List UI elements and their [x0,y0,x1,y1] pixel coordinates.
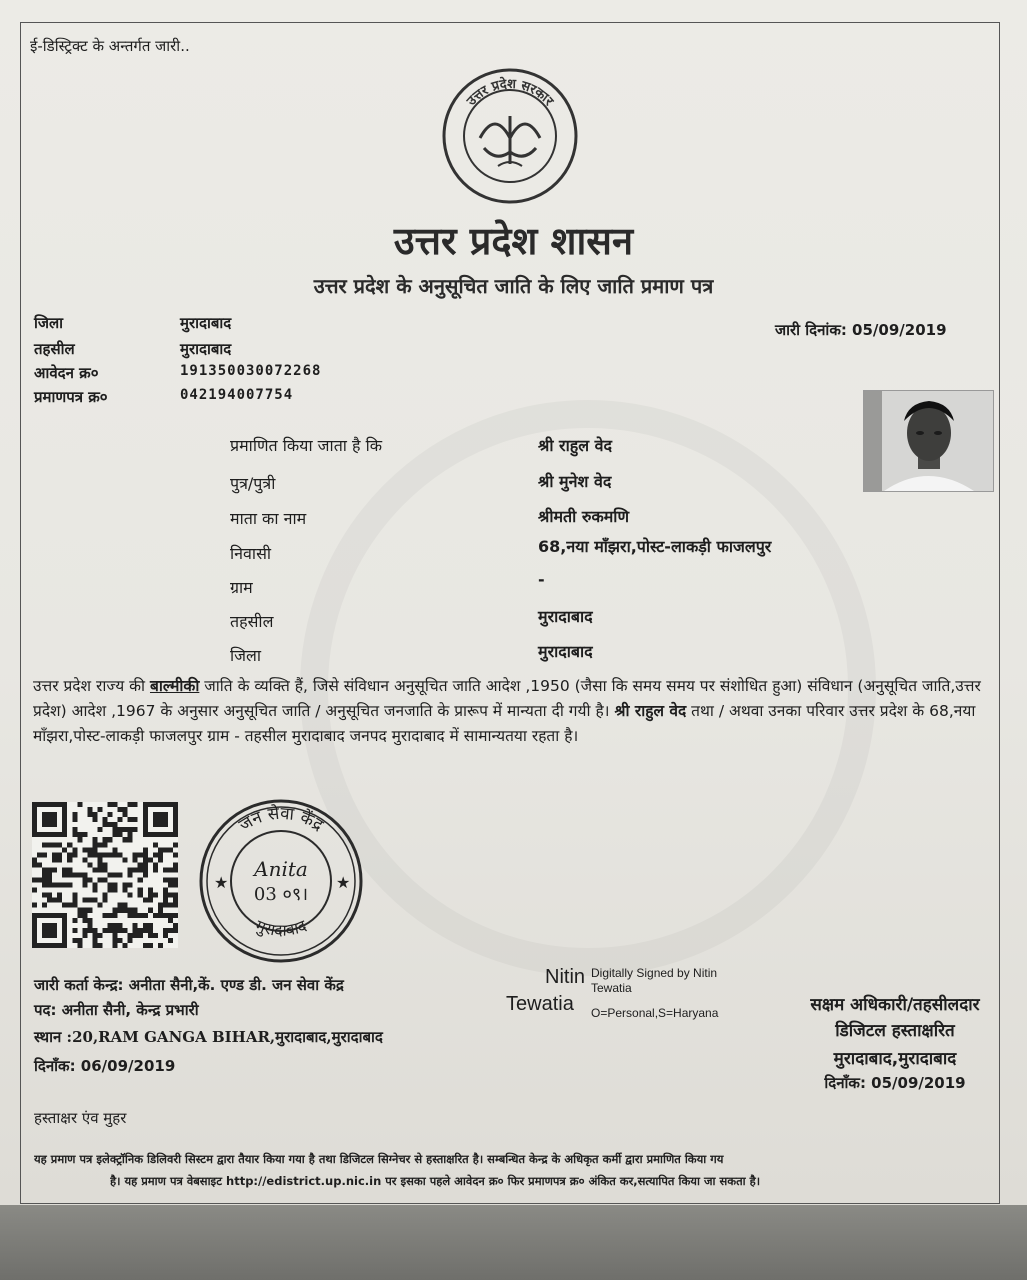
certificate-number-label: प्रमाणपत्र क्र० [34,388,108,406]
certificate-statement [33,674,993,749]
svg-text:उत्तर प्रदेश सरकार [463,76,556,110]
application-label: आवेदन क्र० [34,364,99,382]
footer-note-line1: यह प्रमाण पत्र इलेक्ट्रॉनिक डिलिवरी सिस्टम द्वारा तैयार किया गया है तथा डिजिटल सिग्नेचर से हस्ताक्षरित है। सम्बन्धित केन्द्र के अधिकृत कर्मी द्वारा प्रमाणित किया गय [34,1152,724,1166]
seal-bottom-text: मुरादाबाद [253,915,309,940]
issuer-place: स्थान :20,RAM GANGA BIHAR,मुरादाबाद,मुरादाबाद [34,1028,383,1046]
field-label-village: ग्राम [230,578,253,597]
background-surface [0,1205,1027,1280]
authority-designation: सक्षम अधिकारी/तहसीलदार [810,995,980,1015]
statement-part-1: उत्तर प्रदेश राज्य की [33,677,150,695]
field-value-resident: 68,नया माँझरा,पोस्ट-लाकड़ी फाजलपुर [538,537,772,556]
svg-text:★: ★ [214,873,229,892]
authority-location: मुरादाबाद,मुरादाबाद [833,1049,957,1069]
tehsil-value: मुरादाबाद [180,340,232,358]
applicant-photo [863,390,994,492]
seal-signature: Anita [254,857,308,881]
digital-signature-details: O=Personal,S=Haryana [591,1006,719,1020]
field-label-certified: प्रमाणित किया जाता है कि [230,436,383,455]
certificate-number: 042194007754 [180,387,294,403]
emblem-text: उत्तर प्रदेश सरकार [464,76,556,109]
footer-note-line2: है। यह प्रमाण पत्र वेबसाइट http://edistrict.up.nic.in पर इसका पहले आवेदन क्र० फिर प्रमाणपत्र क्र० अंकित कर,सत्यापित किया जा सकता है। [110,1174,761,1188]
issuer-date: दिनाँक: 06/09/2019 [34,1057,176,1075]
digital-signer-name-line2: Tewatia [506,993,574,1015]
digital-signer-name-line1: Nitin [545,966,586,988]
authority-date: दिनाँक: 05/09/2019 [824,1074,966,1092]
seal-code: 03 ०९। [253,884,309,905]
field-label-tehsil: तहसील [230,612,274,631]
certificate-title: उत्तर प्रदेश शासन [393,219,634,263]
field-value-name: श्री राहुल वेद [538,436,613,455]
field-label-resident: निवासी [230,544,272,563]
authority-digitally-signed: डिजिटल हस्ताक्षरित [835,1021,955,1041]
district-value: मुरादाबाद [180,314,232,332]
up-emblem-icon [440,66,580,206]
signature-and-seal-label: हस्ताक्षर एंव मुहर [34,1109,127,1127]
field-value-father: श्री मुनेश वेद [538,472,612,491]
seal-top-text: जन सेवा केंद्र [235,803,327,836]
district-label: जिला [34,314,64,332]
field-label-son-daughter: पुत्र/पुत्री [230,474,276,493]
field-value-village: - [538,570,545,589]
application-number: 191350030072268 [180,363,322,379]
statement-part-2: जाति के व्यक्ति हैं, जिसे संविधान अनुसूचित जाति आदेश ,1950 (जैसा कि समय समय पर संशोधित हुआ) संविधान (अनुसूचित जाति,उत्तर प्रदेश) आदेश ,1967 के अनुसार अनुसूचित जाति / अनुसूचित जनजाति के प्रारूप में मान्यता दी गयी है। [33,677,981,720]
issue-date: जारी दिनांक: 05/09/2019 [775,321,947,339]
field-label-mother: माता का नाम [230,509,307,528]
issuer-post: पद: अनीता सैनी, केन्द्र प्रभारी [34,1001,199,1019]
caste-name: बाल्मीकी [149,677,200,695]
header-note: ई-डिस्ट्रिक्ट के अन्तर्गत जारी.. [30,37,190,55]
field-value-tehsil: मुरादाबाद [538,607,593,626]
statement-name: श्री राहुल वेद [614,702,687,720]
digitally-signed-by-2: Tewatia [591,981,632,995]
statement-part-3: तथा / अथवा उनका परिवार उत्तर प्रदेश के 68,नया माँझरा,पोस्ट-लाकड़ी फाजलपुर ग्राम - तहसील मुरादाबाद जनपद मुरादाबाद में सामान्यतया रहता है। [33,702,976,745]
qr-code-icon [32,802,178,948]
tehsil-label: तहसील [34,340,75,358]
svg-text:★: ★ [336,873,351,892]
issuing-center: जारी कर्ता केन्द्र: अनीता सैनी,कें. एण्ड डी. जन सेवा केंद्र [34,976,344,994]
svg-text:मुरादाबाद [253,916,310,940]
certificate-subtitle: उत्तर प्रदेश के अनुसूचित जाति के लिए जाति प्रमाण पत्र [313,274,714,298]
field-value-district: मुरादाबाद [538,642,593,661]
field-value-mother: श्रीमती रुकमणि [538,507,630,526]
field-label-district: जिला [230,646,262,665]
digitally-signed-by: Digitally Signed by Nitin [591,966,718,980]
jan-seva-kendra-seal [196,796,366,966]
